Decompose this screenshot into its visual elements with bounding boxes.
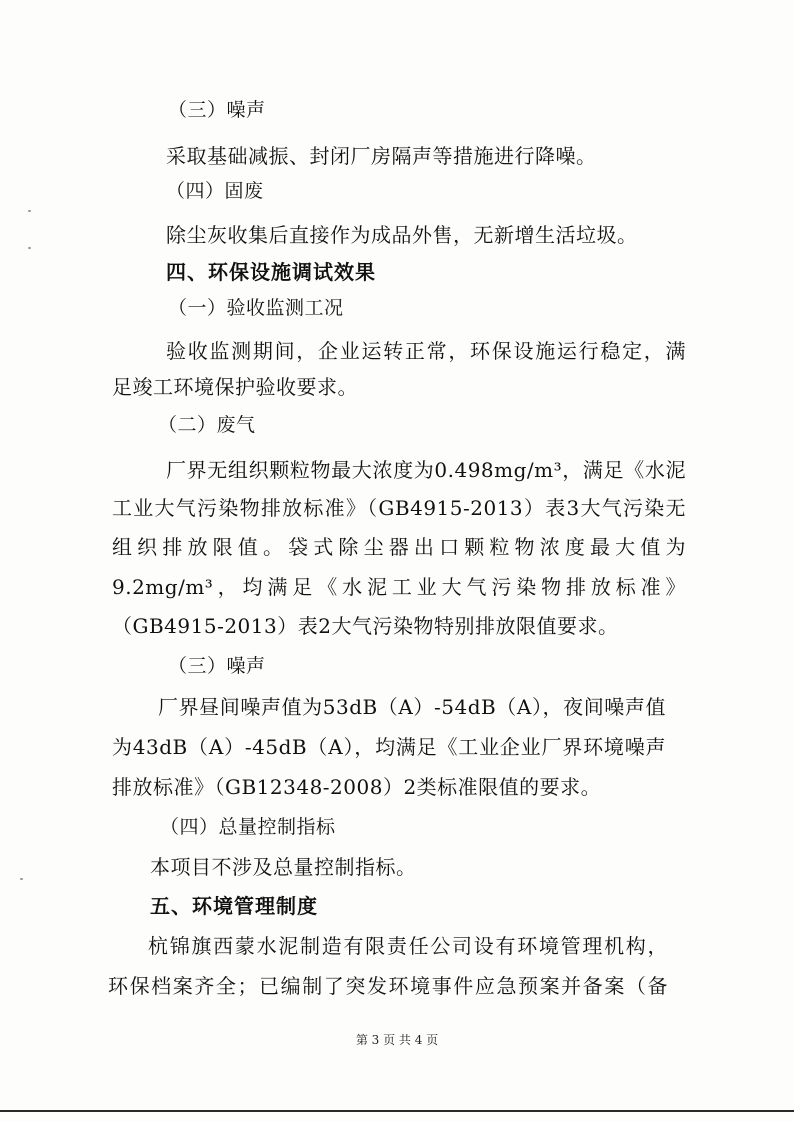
- scan-speck: [20, 878, 23, 880]
- subheading-total-control: （四）总量控制指标: [160, 816, 336, 838]
- scan-speck: [28, 210, 31, 212]
- paragraph-line: 9.2mg/m³，均满足《水泥工业大气污染物排放标准》: [112, 575, 686, 599]
- section-noise-subheading: （三）噪声: [168, 99, 266, 121]
- paragraph-line: （GB4915-2013）表2大气污染物特别排放限值要求。: [112, 614, 619, 638]
- section-heading-4: 四、环保设施调试效果: [166, 260, 376, 284]
- paragraph-line: 足竣工环境保护验收要求。: [112, 375, 358, 399]
- paragraph-line: 验收监测期间，企业运转正常，环保设施运行稳定，满: [166, 339, 686, 363]
- section-waste-subheading: （四）固废: [166, 180, 264, 202]
- paragraph-line: 采取基础减振、封闭厂房隔声等措施进行降噪。: [166, 144, 597, 168]
- subheading-exhaust-gas: （二）废气: [158, 414, 256, 436]
- paragraph-line: 为43dB（A）-45dB（A），均满足《工业企业厂界环境噪声: [112, 735, 666, 759]
- paragraph-line: 环保档案齐全；已编制了突发环境事件应急预案并备案（备: [108, 974, 668, 998]
- section-heading-5: 五、环境管理制度: [150, 894, 318, 918]
- paragraph-line: 组织排放限值。袋式除尘器出口颗粒物浓度最大值为: [112, 535, 686, 559]
- paragraph-line: 本项目不涉及总量控制指标。: [150, 855, 417, 879]
- subheading-noise-results: （三）噪声: [168, 655, 266, 677]
- subheading-monitoring-conditions: （一）验收监测工况: [168, 297, 344, 319]
- paragraph-line: 厂界昼间噪声值为53dB（A）-54dB（A），夜间噪声值: [158, 695, 666, 719]
- paragraph-line: 杭锦旗西蒙水泥制造有限责任公司设有环境管理机构，: [148, 934, 668, 958]
- paragraph-line: 除尘灰收集后直接作为成品外售，无新增生活垃圾。: [166, 223, 638, 247]
- scan-speck: [28, 247, 31, 249]
- paragraph-line: 工业大气污染物排放标准》（GB4915-2013）表3大气污染无: [112, 496, 686, 520]
- paragraph-line: 厂界无组织颗粒物最大浓度为0.498mg/m³，满足《水泥: [166, 458, 686, 482]
- page-footer: 第 3 页 共 4 页: [355, 1033, 439, 1047]
- scan-edge-line: [0, 1110, 794, 1112]
- paragraph-line: 排放标准》（GB12348-2008）2类标准限值的要求。: [112, 775, 602, 799]
